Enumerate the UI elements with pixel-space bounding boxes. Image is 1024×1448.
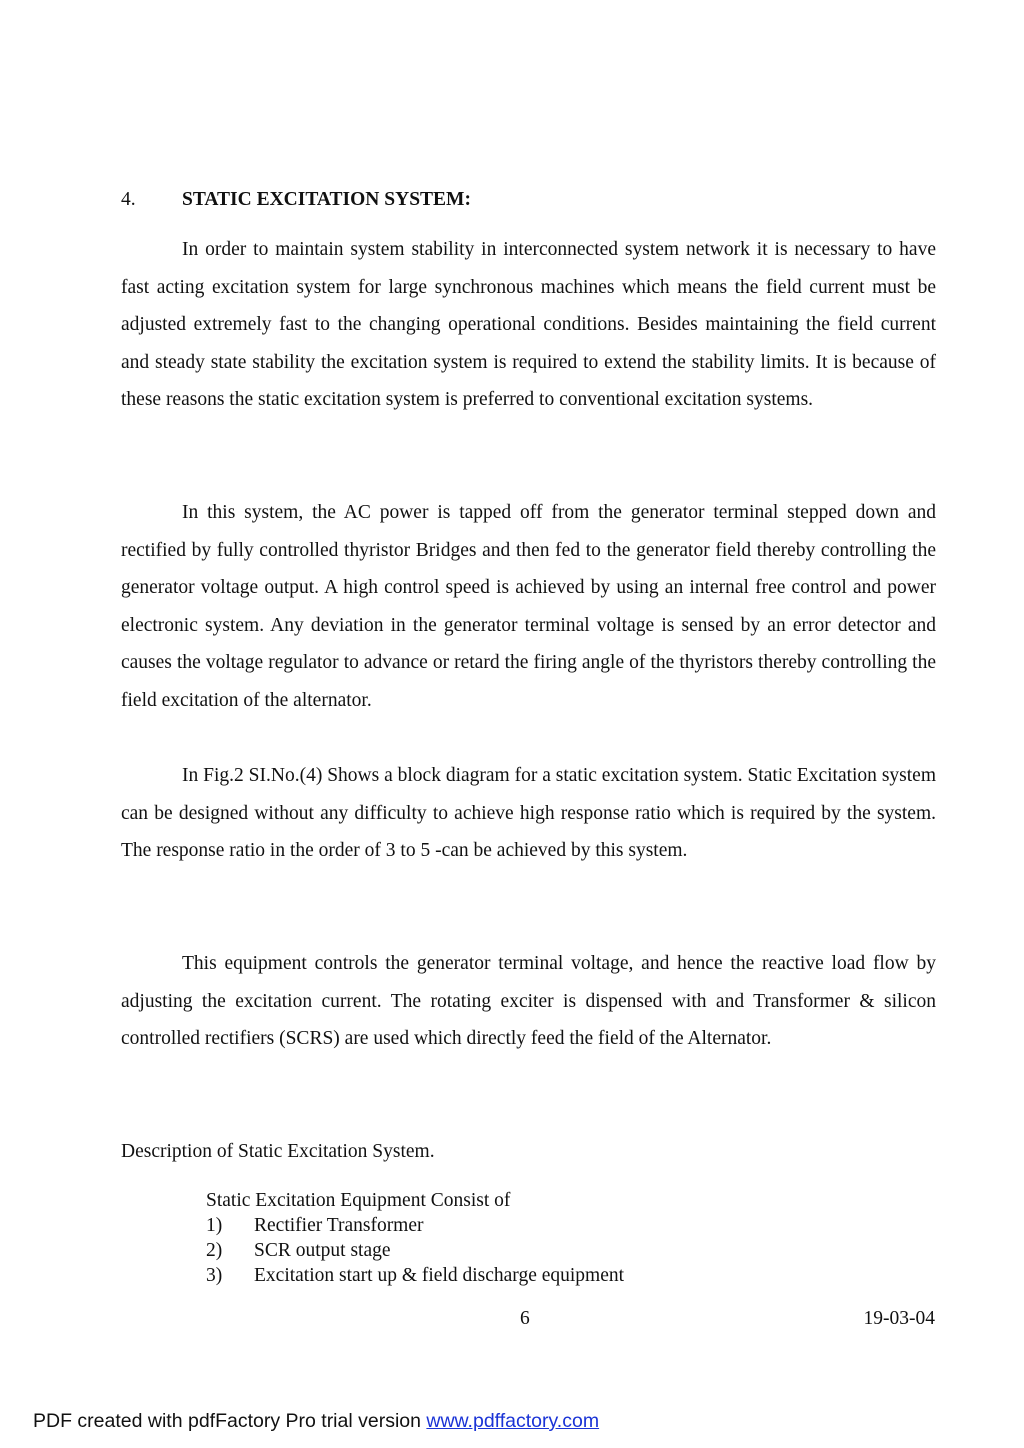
section-number: 4. [121,189,136,210]
section-heading [121,186,471,214]
paragraph-3: In Fig.2 SI.No.(4) Shows a block diagram for a static excitation system. Static Excitation system can be designed without any difficulty to achieve high response ratio which is required by the system. The response ratio in the order of 3 to 5 -can be achieved by this system. [121,765,936,862]
page-date: 19-03-04 [863,1308,935,1329]
section-title: STATIC EXCITATION SYSTEM: [182,189,471,210]
page-number: 6 [520,1308,530,1329]
equipment-list [206,1188,624,1288]
list-item-text: Rectifier Transformer [254,1215,424,1236]
equipment-intro: Static Excitation Equipment Consist of [206,1190,511,1211]
pdffactory-link[interactable]: www.pdffactory.com [426,1410,600,1432]
list-item [206,1263,624,1288]
description-title: Description of Static Excitation System. [121,1141,435,1162]
list-item-number: 3) [206,1265,223,1286]
list-item-number: 1) [206,1215,223,1236]
paragraph-1: In order to maintain system stability in interconnected system network it is necessary to have fast acting excitation system for large synchronous machines which means the field current must be adjusted extremely fast to the changing operational conditions. Besides maintaining the field current and steady state stability the excitation system is required to extend the stability limits. It is because of these reasons the static excitation system is preferred to conventional excitation systems. [121,239,936,411]
list-item-number: 2) [206,1240,223,1261]
list-item-text: SCR output stage [254,1240,391,1261]
list-item-text: Excitation start up & field discharge equipment [254,1265,625,1286]
pdf-creator-text: PDF created with pdfFactory Pro trial version [33,1410,427,1432]
paragraph-4: This equipment controls the generator terminal voltage, and hence the reactive load flow by adjusting the excitation current. The rotating exciter is dispensed with and Transformer & silicon controlled rectifiers (SCRS) are used which directly feed the field of the Alternator. [121,953,936,1050]
list-item [206,1238,624,1263]
pdf-creator-footer [33,1408,599,1434]
paragraph-2: In this system, the AC power is tapped off from the generator terminal stepped down and rectified by fully controlled thyristor Bridges and then fed to the generator field thereby controlling the generator voltage output. A high control speed is achieved by using an internal free control and power electronic system. Any deviation in the generator terminal voltage is sensed by an error detector and causes the voltage regulator to advance or retard the firing angle of the thyristors thereby controlling the field excitation of the alternator. [121,502,936,711]
list-item [206,1213,624,1238]
